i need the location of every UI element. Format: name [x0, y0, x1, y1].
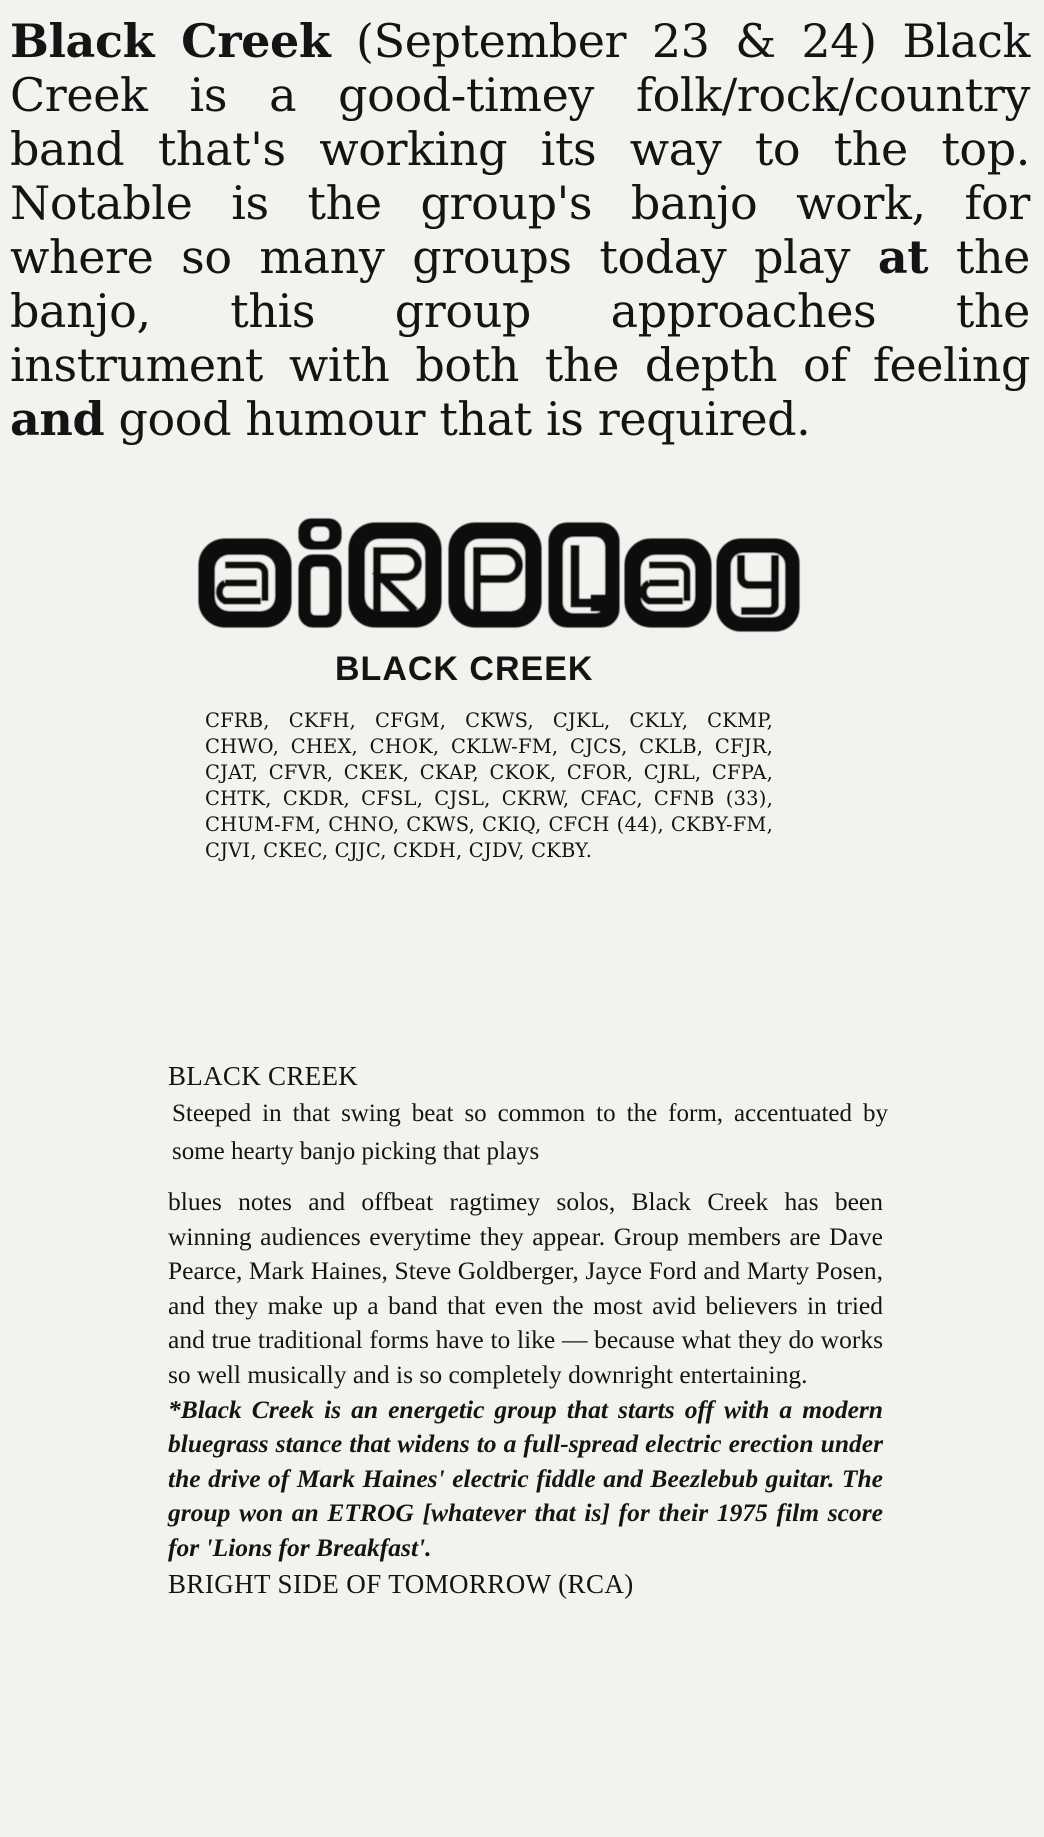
airplay-logo — [195, 515, 803, 635]
review-text-1: Black Creek is a good-timey folk/rock/country band that's working its way to the top. Notable is the group's banjo work, for where so many groups today play — [10, 14, 1030, 284]
review-emphasis-at: at — [877, 230, 929, 284]
description-lead: Steeped in that swing beat so common to the form, accentuated by some hearty banjo picking that plays — [172, 1100, 888, 1165]
album-title: BRIGHT SIDE OF TOMORROW (RCA) — [168, 1568, 634, 1599]
review-paragraph — [10, 14, 1030, 446]
airplay-station-list: CFRB, CKFH, CFGM, CKWS, CJKL, CKLY, CKMP, CHWO, CHEX, CHOK, CKLW-FM, CJCS, CKLB, CFJR, CJAT, CFVR, CKEK, CKAP, CKOK, CFOR, CJRL, CFPA, CHTK, CKDR, CFSL, CJSL, CKRW, CFAC, CFNB (33), CHUM-FM, CHNO, CKWS, CKIQ, CFCH (44), CKBY-FM, CJVI, CKEC, CJJC, CKDH, CJDV, CKBY. — [205, 709, 773, 862]
review-text-3: good humour that is required. — [104, 392, 811, 446]
review-emphasis-and: and — [10, 392, 105, 446]
description-quote: *Black Creek is an energetic group that starts off with a modern bluegrass stance that widens to a full-spread electric erection under the drive of Mark Haines' electric fiddle and Beezlebub guitar. The group won an ETROG [whatever that is] for their 1975 film score for 'Lions for Breakfast'. — [168, 1394, 883, 1562]
description-body: blues notes and offbeat ragtimey solos, Black Creek has been winning audiences everytime they appear. Group members are Dave Pearce, Mark Haines, Steve Goldberger, Jayce Ford and Marty Posen, and they make up a band that even the most avid believers in tried and true traditional forms have to like — because what they do works so well musically and is so completely downright entertaining. — [168, 1187, 883, 1389]
performance-dates: (September 23 & 24) — [356, 14, 877, 68]
review-text-2: the banjo, this group approaches the instrument with both the depth of feeling — [10, 230, 1030, 392]
description-heading: BLACK CREEK — [168, 1061, 359, 1091]
airplay-band-title: BLACK CREEK — [335, 650, 594, 688]
band-name: Black Creek — [10, 14, 331, 68]
band-description — [168, 1060, 888, 1602]
